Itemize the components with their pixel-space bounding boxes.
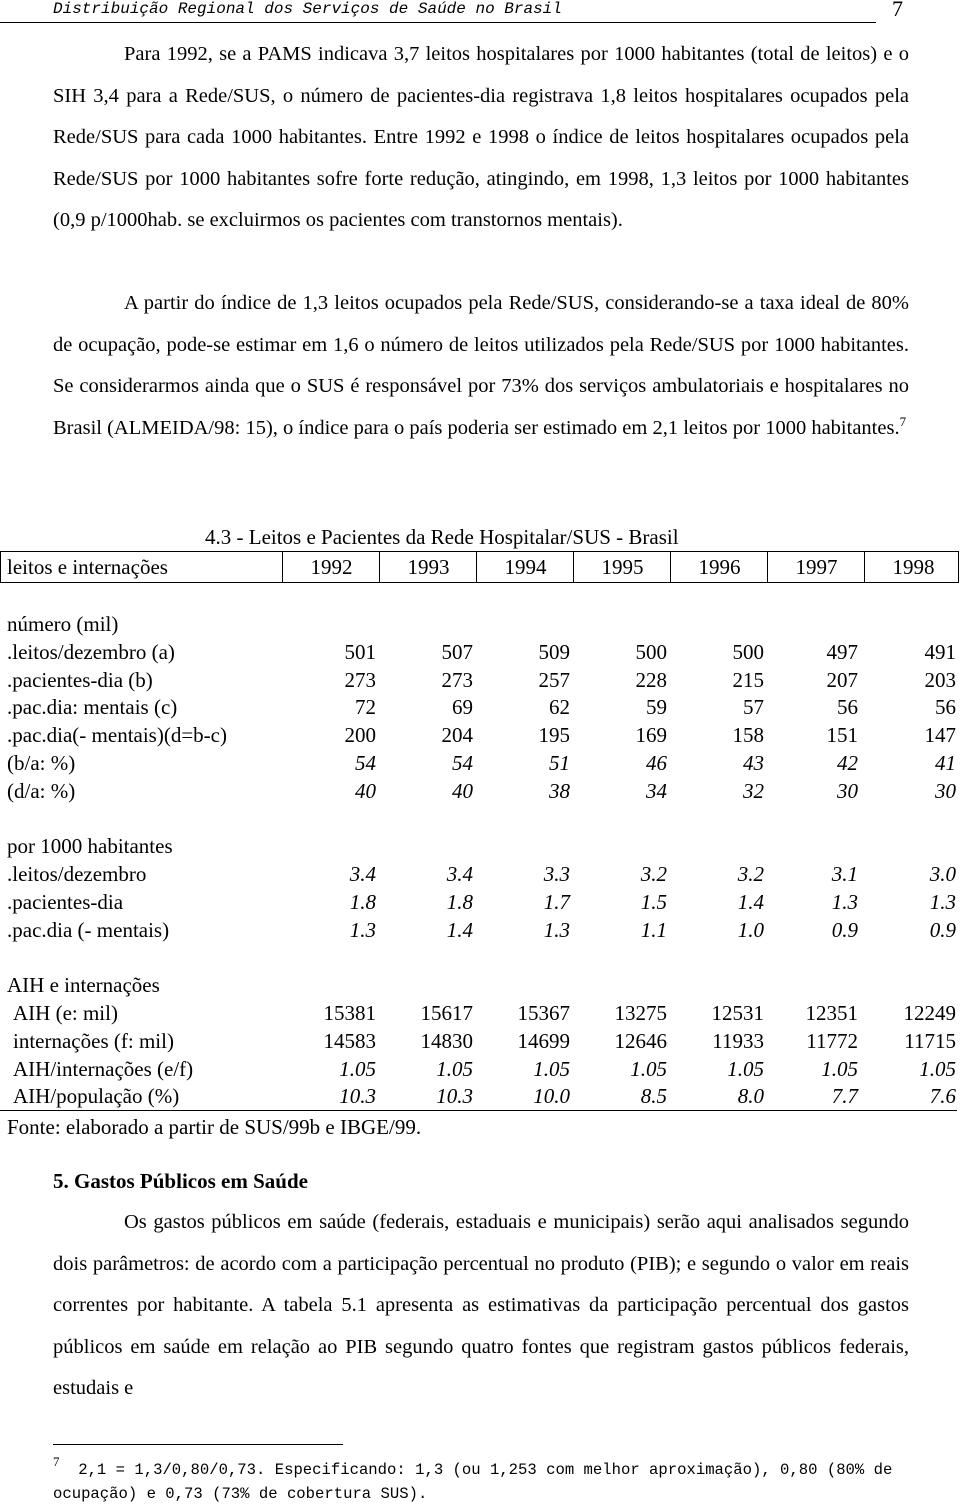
section-paragraph-text: Os gastos públicos em saúde (federais, estaduais e municipais) serão aqui analisados segundo dois parâmetros: de acordo com a participação percentual no produto (PIB); e segundo o valor em reais correntes por habitante. A tabela 5.1 apresenta as estimativas da participação percentual dos gastos públicos em saúde em relação ao PIB segundo quatro fontes que registram gastos públicos federais, estudais e — [53, 1211, 909, 1400]
table-cell: 1.7 — [543, 890, 570, 914]
table-cell: 507 — [441, 640, 473, 664]
table-cell: 1.05 — [821, 1057, 858, 1081]
row-label: .pacientes-dia — [7, 890, 124, 914]
footnote — [53, 1453, 913, 1506]
table-row — [0, 888, 960, 916]
table-cell: 51 — [549, 751, 570, 775]
table-cell: 57 — [743, 695, 764, 719]
table-cell: 1.05 — [339, 1057, 376, 1081]
row-label: internações (f: mil) — [13, 1029, 174, 1053]
table-cell: 1.3 — [543, 918, 570, 942]
table-cell: 1.8 — [446, 890, 473, 914]
table-cell: 14583 — [323, 1029, 376, 1053]
table-cell: 500 — [732, 640, 764, 664]
table-cell: 69 — [452, 695, 473, 719]
table-cell: 72 — [355, 695, 376, 719]
table-cell: 12249 — [903, 1001, 956, 1025]
table-cell: 491 — [924, 640, 956, 664]
table-cell: 1.05 — [727, 1057, 764, 1081]
table-cell: 169 — [635, 723, 667, 747]
table-title: 4.3 - Leitos e Pacientes da Rede Hospitalar/SUS - Brasil — [205, 525, 679, 549]
table-cell: 38 — [549, 779, 570, 803]
table-cell: 3.4 — [446, 862, 473, 886]
table-cell: 3.1 — [831, 862, 858, 886]
table-cell: 1.3 — [831, 890, 858, 914]
table-cell: 34 — [646, 779, 667, 803]
table-cell: 204 — [441, 723, 473, 747]
table-cell: 509 — [538, 640, 570, 664]
table-cell: 40 — [452, 779, 473, 803]
table-cell: 3.4 — [349, 862, 376, 886]
table-cell: 14830 — [420, 1029, 473, 1053]
row-label: AIH/internações (e/f) — [13, 1057, 194, 1081]
year-header: 1998 — [864, 552, 960, 582]
paragraph-2 — [53, 283, 909, 449]
row-label: AIH e internações — [7, 973, 160, 997]
table-cell: 3.3 — [543, 862, 570, 886]
row-label: .pac.dia (- mentais) — [7, 918, 170, 942]
table-row — [0, 666, 960, 694]
table-cell: 3.0 — [929, 862, 956, 886]
table-cell: 10.3 — [339, 1084, 376, 1108]
running-header-title: Distribuição Regional dos Serviços de Saúde no Brasil — [53, 0, 562, 18]
year-header: 1992 — [282, 552, 380, 582]
table-header-row — [0, 551, 959, 583]
table-cell: 8.5 — [640, 1084, 667, 1108]
row-label: .leitos/dezembro — [7, 862, 147, 886]
running-header — [0, 0, 876, 23]
table-cell: 41 — [935, 751, 956, 775]
table-cell: 1.05 — [533, 1057, 570, 1081]
table-row — [0, 1027, 960, 1055]
table-cell: 32 — [743, 779, 764, 803]
table-cell: 195 — [538, 723, 570, 747]
table-cell: 1.3 — [349, 918, 376, 942]
year-header: 1996 — [670, 552, 768, 582]
table-cell: 257 — [538, 668, 570, 692]
table-cell: 15367 — [517, 1001, 570, 1025]
table-cell: 46 — [646, 751, 667, 775]
table-cell: 158 — [732, 723, 764, 747]
table-cell: 8.0 — [737, 1084, 764, 1108]
footnote-mark: 7 — [53, 1453, 60, 1469]
table-cell: 15381 — [323, 1001, 376, 1025]
footnote-reference[interactable]: 7 — [899, 413, 907, 429]
table-group-heading — [0, 610, 960, 638]
table-cell: 1.0 — [737, 918, 764, 942]
table-row — [0, 916, 960, 944]
table-cell: 273 — [441, 668, 473, 692]
row-label: (d/a: %) — [7, 779, 76, 803]
footnote-separator — [53, 1444, 343, 1445]
table-bottom-rule — [0, 1110, 957, 1111]
table-cell: 11715 — [904, 1029, 956, 1053]
table-cell: 3.2 — [737, 862, 764, 886]
table-cell: 501 — [344, 640, 376, 664]
row-label: por 1000 habitantes — [7, 834, 173, 858]
table-cell: 1.05 — [919, 1057, 956, 1081]
table-row — [0, 999, 960, 1027]
page-number: 7 — [892, 0, 903, 21]
table-cell: 30 — [935, 779, 956, 803]
table-cell: 12531 — [711, 1001, 764, 1025]
table-cell: 12351 — [805, 1001, 858, 1025]
table-cell: 1.4 — [446, 918, 473, 942]
row-label: .leitos/dezembro (a) — [7, 640, 175, 664]
table-cell: 273 — [344, 668, 376, 692]
table-cell: 62 — [549, 695, 570, 719]
table-cell: 11933 — [712, 1029, 764, 1053]
table-cell: 59 — [646, 695, 667, 719]
table-cell: 500 — [635, 640, 667, 664]
table-cell: 7.7 — [831, 1084, 858, 1108]
table-cell: 7.6 — [929, 1084, 956, 1108]
table-cell: 56 — [935, 695, 956, 719]
paragraph-1-text: Para 1992, se a PAMS indicava 3,7 leitos hospitalares por 1000 habitantes (total de leitos) e o SIH 3,4 para a Rede/SUS, o número de pacientes-dia registrava 1,8 leitos hospitalares ocupados pela Rede/SUS para cada 1000 habitantes. Entre 1992 e 1998 o índice de leitos hospitalares ocupados pela Rede/SUS por 1000 habitantes sofre forte redução, atingindo, em 1998, 1,3 leitos por 1000 habitantes (0,9 p/1000hab. se excluirmos os pacientes com transtornos mentais). — [53, 43, 909, 232]
table-cell: 54 — [452, 751, 473, 775]
table-cell: 497 — [826, 640, 858, 664]
table-cell: 1.5 — [640, 890, 667, 914]
table-cell: 1.05 — [630, 1057, 667, 1081]
table-cell: 56 — [837, 695, 858, 719]
table-cell: 1.4 — [737, 890, 764, 914]
table-cell: 10.3 — [436, 1084, 473, 1108]
paragraph-2-text: A partir do índice de 1,3 leitos ocupados pela Rede/SUS, considerando-se a taxa ideal de 80% de ocupação, pode-se estimar em 1,6 o número de leitos utilizados pela Rede/SUS por 1000 habitantes. Se considerarmos ainda que o SUS é responsável por 73% dos serviços ambulatoriais e hospitalares no Brasil (ALMEIDA/98: 15), o índice para o país poderia ser estimado em 2,1 leitos por 1000 habitantes. — [53, 292, 909, 439]
table-row — [0, 777, 960, 805]
table-cell: 15617 — [420, 1001, 473, 1025]
row-label: AIH/população (%) — [13, 1084, 180, 1108]
table-cell: 3.2 — [640, 862, 667, 886]
table-group-heading — [0, 832, 960, 860]
table-cell: 151 — [826, 723, 858, 747]
table-cell: 203 — [924, 668, 956, 692]
table-group-heading — [0, 971, 960, 999]
table-cell: 1.1 — [640, 918, 667, 942]
table-source: Fonte: elaborado a partir de SUS/99b e IBGE/99. — [7, 1115, 422, 1139]
table-cell: 11772 — [806, 1029, 858, 1053]
table-cell: 1.8 — [349, 890, 376, 914]
table-cell: 1.05 — [436, 1057, 473, 1081]
table-row — [0, 860, 960, 888]
table-row — [0, 638, 960, 666]
year-header: 1997 — [767, 552, 865, 582]
table-row — [0, 1055, 960, 1083]
table-cell: 13275 — [614, 1001, 667, 1025]
table-cell: 147 — [924, 723, 956, 747]
table-row — [0, 693, 960, 721]
table-cell: 200 — [344, 723, 376, 747]
row-label: número (mil) — [7, 612, 119, 636]
table-cell: 215 — [732, 668, 764, 692]
table-cell: 40 — [355, 779, 376, 803]
year-header: 1994 — [476, 552, 574, 582]
table-cell: 10.0 — [533, 1084, 570, 1108]
year-header: 1995 — [573, 552, 671, 582]
row-label: .pacientes-dia (b) — [7, 668, 153, 692]
table-cell: 1.3 — [929, 890, 956, 914]
table-cell: 0.9 — [929, 918, 956, 942]
row-label: AIH (e: mil) — [13, 1001, 118, 1025]
table-cell: 207 — [826, 668, 858, 692]
table-header-label: leitos e internações — [7, 555, 168, 579]
table-cell: 43 — [743, 751, 764, 775]
table-cell: 12646 — [614, 1029, 667, 1053]
footnote-text: 2,1 = 1,3/0,80/0,73. Especificando: 1,3 (ou 1,253 com melhor aproximação), 0,80 (80% de ocupação) e 0,73 (73% de cobertura SUS). — [53, 1461, 893, 1503]
row-label: (b/a: %) — [7, 751, 76, 775]
section-paragraph — [53, 1202, 909, 1410]
table-row — [0, 1082, 960, 1110]
table-cell: 0.9 — [831, 918, 858, 942]
row-label: .pac.dia(- mentais)(d=b-c) — [7, 723, 227, 747]
section-heading: 5. Gastos Públicos em Saúde — [53, 1169, 308, 1193]
table-row — [0, 749, 960, 777]
table-cell: 54 — [355, 751, 376, 775]
table-cell: 228 — [635, 668, 667, 692]
paragraph-1 — [53, 34, 909, 242]
row-label: .pac.dia: mentais (c) — [7, 695, 178, 719]
table-cell: 30 — [837, 779, 858, 803]
year-header: 1993 — [379, 552, 477, 582]
table-row — [0, 721, 960, 749]
table-cell: 42 — [837, 751, 858, 775]
table-cell: 14699 — [517, 1029, 570, 1053]
